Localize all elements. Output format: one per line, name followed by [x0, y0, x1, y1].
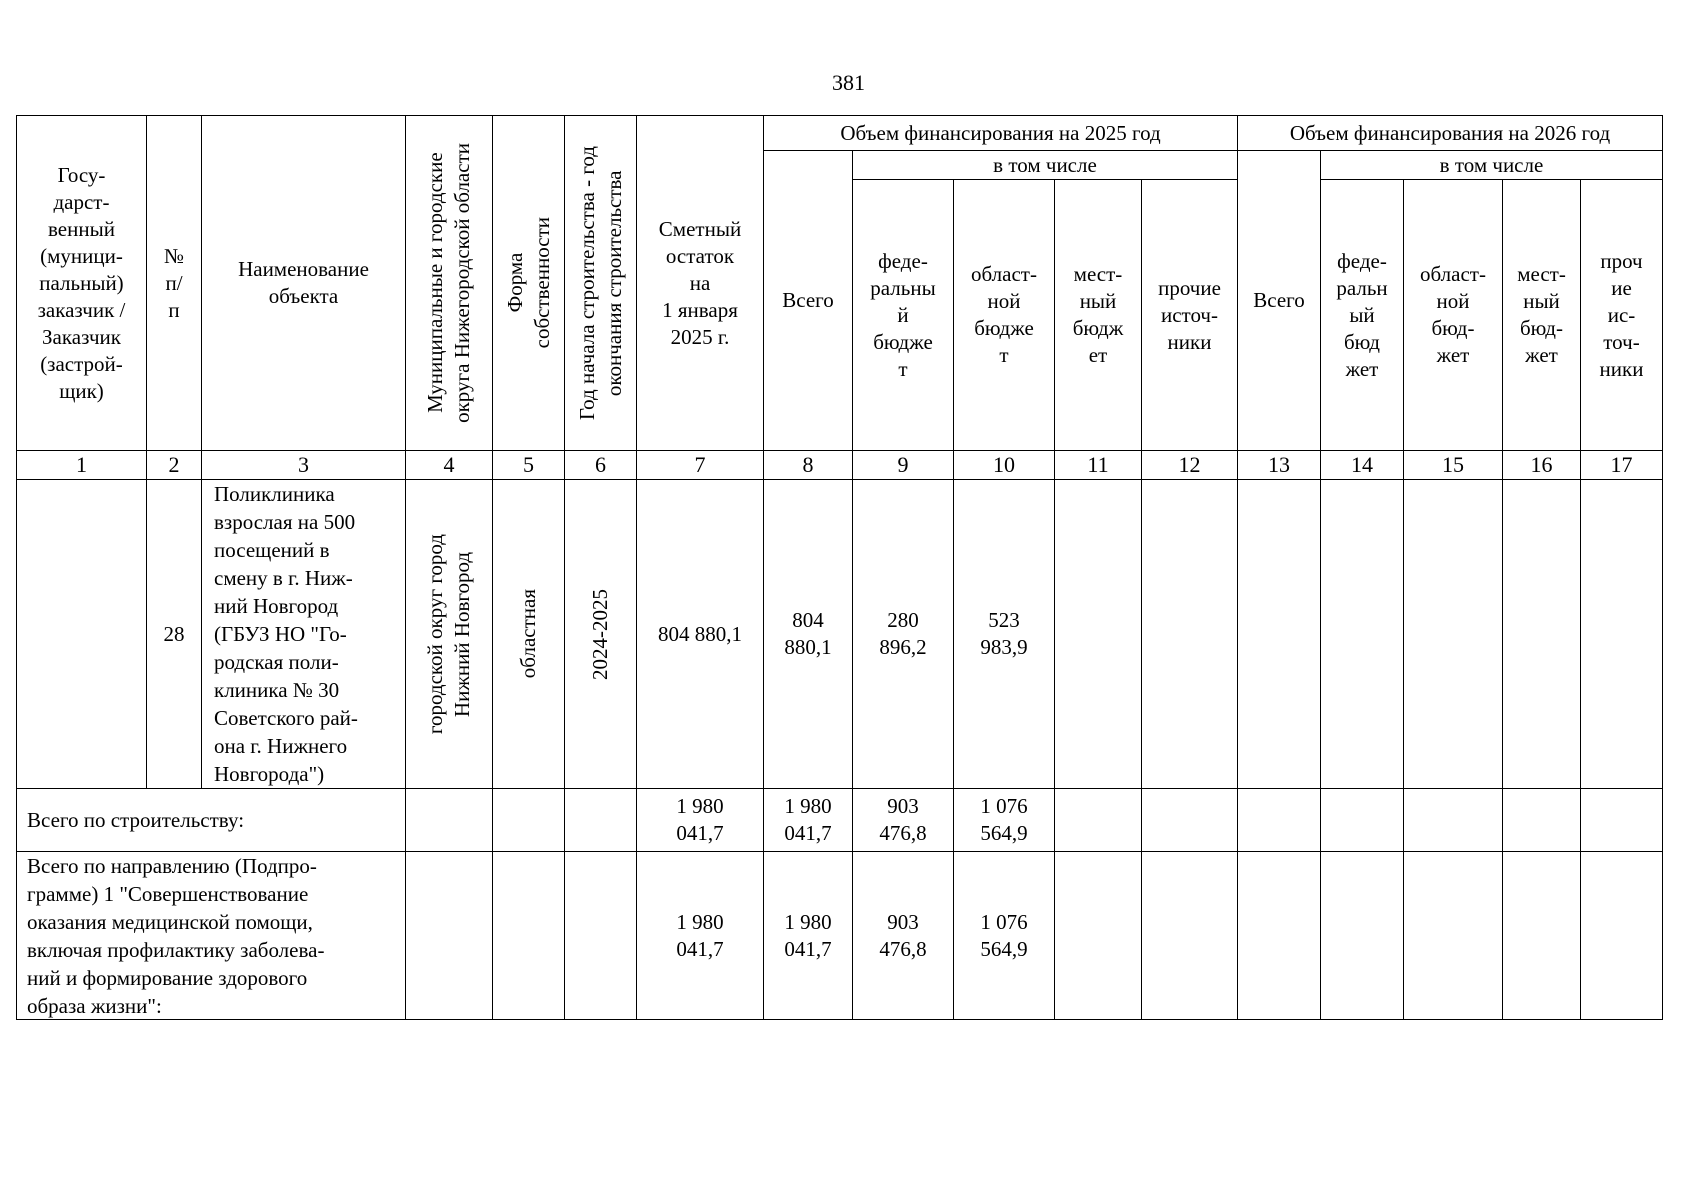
header-number: № п/ п [146, 115, 202, 451]
header-municipal [405, 115, 493, 451]
header-regional-2026: област- ной бюд- жет [1403, 179, 1503, 451]
header-other-2026: проч ие ис- точ- ники [1580, 179, 1663, 451]
header-local-2026: мест- ный бюд- жет [1502, 179, 1581, 451]
row-total-direction-col6 [564, 851, 637, 1020]
column-number-10: 10 [953, 450, 1055, 480]
header-years-text: Год начала строительства - год окончания строительства [574, 145, 626, 421]
row-total-direction-regional-2026 [1403, 851, 1503, 1020]
row-total-direction-col4 [405, 851, 493, 1020]
column-number-9: 9 [852, 450, 954, 480]
row-object-local-2026 [1502, 479, 1581, 789]
row-object-other-2025 [1141, 479, 1238, 789]
column-number-4: 4 [405, 450, 493, 480]
row-object-name: Поликлиника взрослая на 500 посещений в смену в г. Ниж- ний Новгород (ГБУЗ НО "Го- родская поли- клиника № 30 Советского рай- она г. Нижнего Новгорода") [201, 479, 406, 789]
header-other-2025: прочие источ- ники [1141, 179, 1238, 451]
row-total-construction-regional-2026 [1403, 788, 1503, 852]
header-total-2026: Всего [1237, 150, 1321, 451]
header-ownership [492, 115, 565, 451]
row-total-direction-other-2026 [1580, 851, 1663, 1020]
column-number-8: 8 [763, 450, 853, 480]
header-object-name: Наименование объекта [201, 115, 406, 451]
header-estimate: Сметный остаток на 1 января 2025 г. [636, 115, 764, 451]
column-number-17: 17 [1580, 450, 1663, 480]
row-total-direction-other-2025 [1141, 851, 1238, 1020]
row-total-construction-other-2026 [1580, 788, 1663, 852]
row-object-federal-2026 [1320, 479, 1404, 789]
header-total-2025: Всего [763, 150, 853, 451]
row-object-local-2025 [1054, 479, 1142, 789]
header-local-2025: мест- ный бюдж ет [1054, 179, 1142, 451]
row-total-construction-estimate: 1 980 041,7 [636, 788, 764, 852]
row-object-number: 28 [146, 479, 202, 789]
header-regional-2025: област- ной бюдже т [953, 179, 1055, 451]
row-total-construction-col5 [492, 788, 565, 852]
column-number-2: 2 [146, 450, 202, 480]
row-object-other-2026 [1580, 479, 1663, 789]
row-object-ownership [492, 479, 565, 789]
header-including-2025: в том числе [852, 150, 1238, 180]
column-number-12: 12 [1141, 450, 1238, 480]
header-federal-2025: феде- ральны й бюдже т [852, 179, 954, 451]
row-object-ownership-text: областная [516, 589, 540, 679]
column-number-13: 13 [1237, 450, 1321, 480]
row-object-estimate: 804 880,1 [636, 479, 764, 789]
column-number-16: 16 [1502, 450, 1581, 480]
row-total-direction-total-2026 [1237, 851, 1321, 1020]
row-total-construction-federal-2026 [1320, 788, 1404, 852]
column-number-5: 5 [492, 450, 565, 480]
column-number-11: 11 [1054, 450, 1142, 480]
row-total-construction-local-2025 [1054, 788, 1142, 852]
row-total-construction-total-2026 [1237, 788, 1321, 852]
row-total-direction-federal-2025: 903 476,8 [852, 851, 954, 1020]
row-total-construction-total-2025: 1 980 041,7 [763, 788, 853, 852]
column-number-3: 3 [201, 450, 406, 480]
header-municipal-text: Муниципальные и городские округа Нижегородской области [423, 143, 474, 423]
header-ownership-text: Форма собственности [502, 217, 554, 349]
row-total-construction-label: Всего по строительству: [16, 788, 406, 852]
header-years [564, 115, 637, 451]
row-object-municipal [405, 479, 493, 789]
row-object-municipal-text: городской округ город Нижний Новгород [423, 533, 474, 735]
row-total-construction-federal-2025: 903 476,8 [852, 788, 954, 852]
row-object-customer [16, 479, 147, 789]
column-number-7: 7 [636, 450, 764, 480]
header-federal-2026: феде- ральн ый бюд жет [1320, 179, 1404, 451]
row-total-construction-regional-2025: 1 076 564,9 [953, 788, 1055, 852]
row-object-years [564, 479, 637, 789]
page-number: 381 [832, 70, 865, 95]
row-total-direction-estimate: 1 980 041,7 [636, 851, 764, 1020]
row-object-federal-2025: 280 896,2 [852, 479, 954, 789]
header-including-2026: в том числе [1320, 150, 1663, 180]
column-number-14: 14 [1320, 450, 1404, 480]
row-total-construction-other-2025 [1141, 788, 1238, 852]
row-total-direction-label: Всего по направлению (Подпро- грамме) 1 "Совершенствование оказания медицинской помощи, включая профилактику заболева- ний и формирование здорового образа жизни": [16, 851, 406, 1020]
row-total-direction-regional-2025: 1 076 564,9 [953, 851, 1055, 1020]
row-object-total-2025: 804 880,1 [763, 479, 853, 789]
row-total-direction-local-2026 [1502, 851, 1581, 1020]
row-object-years-text: 2024-2025 [588, 588, 612, 680]
row-total-construction-local-2026 [1502, 788, 1581, 852]
row-total-construction-col6 [564, 788, 637, 852]
row-object-total-2026 [1237, 479, 1321, 789]
row-object-regional-2026 [1403, 479, 1503, 789]
header-financing-2026: Объем финансирования на 2026 год [1237, 115, 1663, 151]
row-total-direction-col5 [492, 851, 565, 1020]
row-total-direction-total-2025: 1 980 041,7 [763, 851, 853, 1020]
column-number-15: 15 [1403, 450, 1503, 480]
column-number-6: 6 [564, 450, 637, 480]
row-total-direction-local-2025 [1054, 851, 1142, 1020]
row-total-construction-col4 [405, 788, 493, 852]
header-financing-2025: Объем финансирования на 2025 год [763, 115, 1238, 151]
row-total-direction-federal-2026 [1320, 851, 1404, 1020]
column-number-1: 1 [16, 450, 147, 480]
header-customer: Госу- дарст- венный (муници- пальный) заказчик / Заказчик (застрой- щик) [16, 115, 147, 451]
row-object-regional-2025: 523 983,9 [953, 479, 1055, 789]
